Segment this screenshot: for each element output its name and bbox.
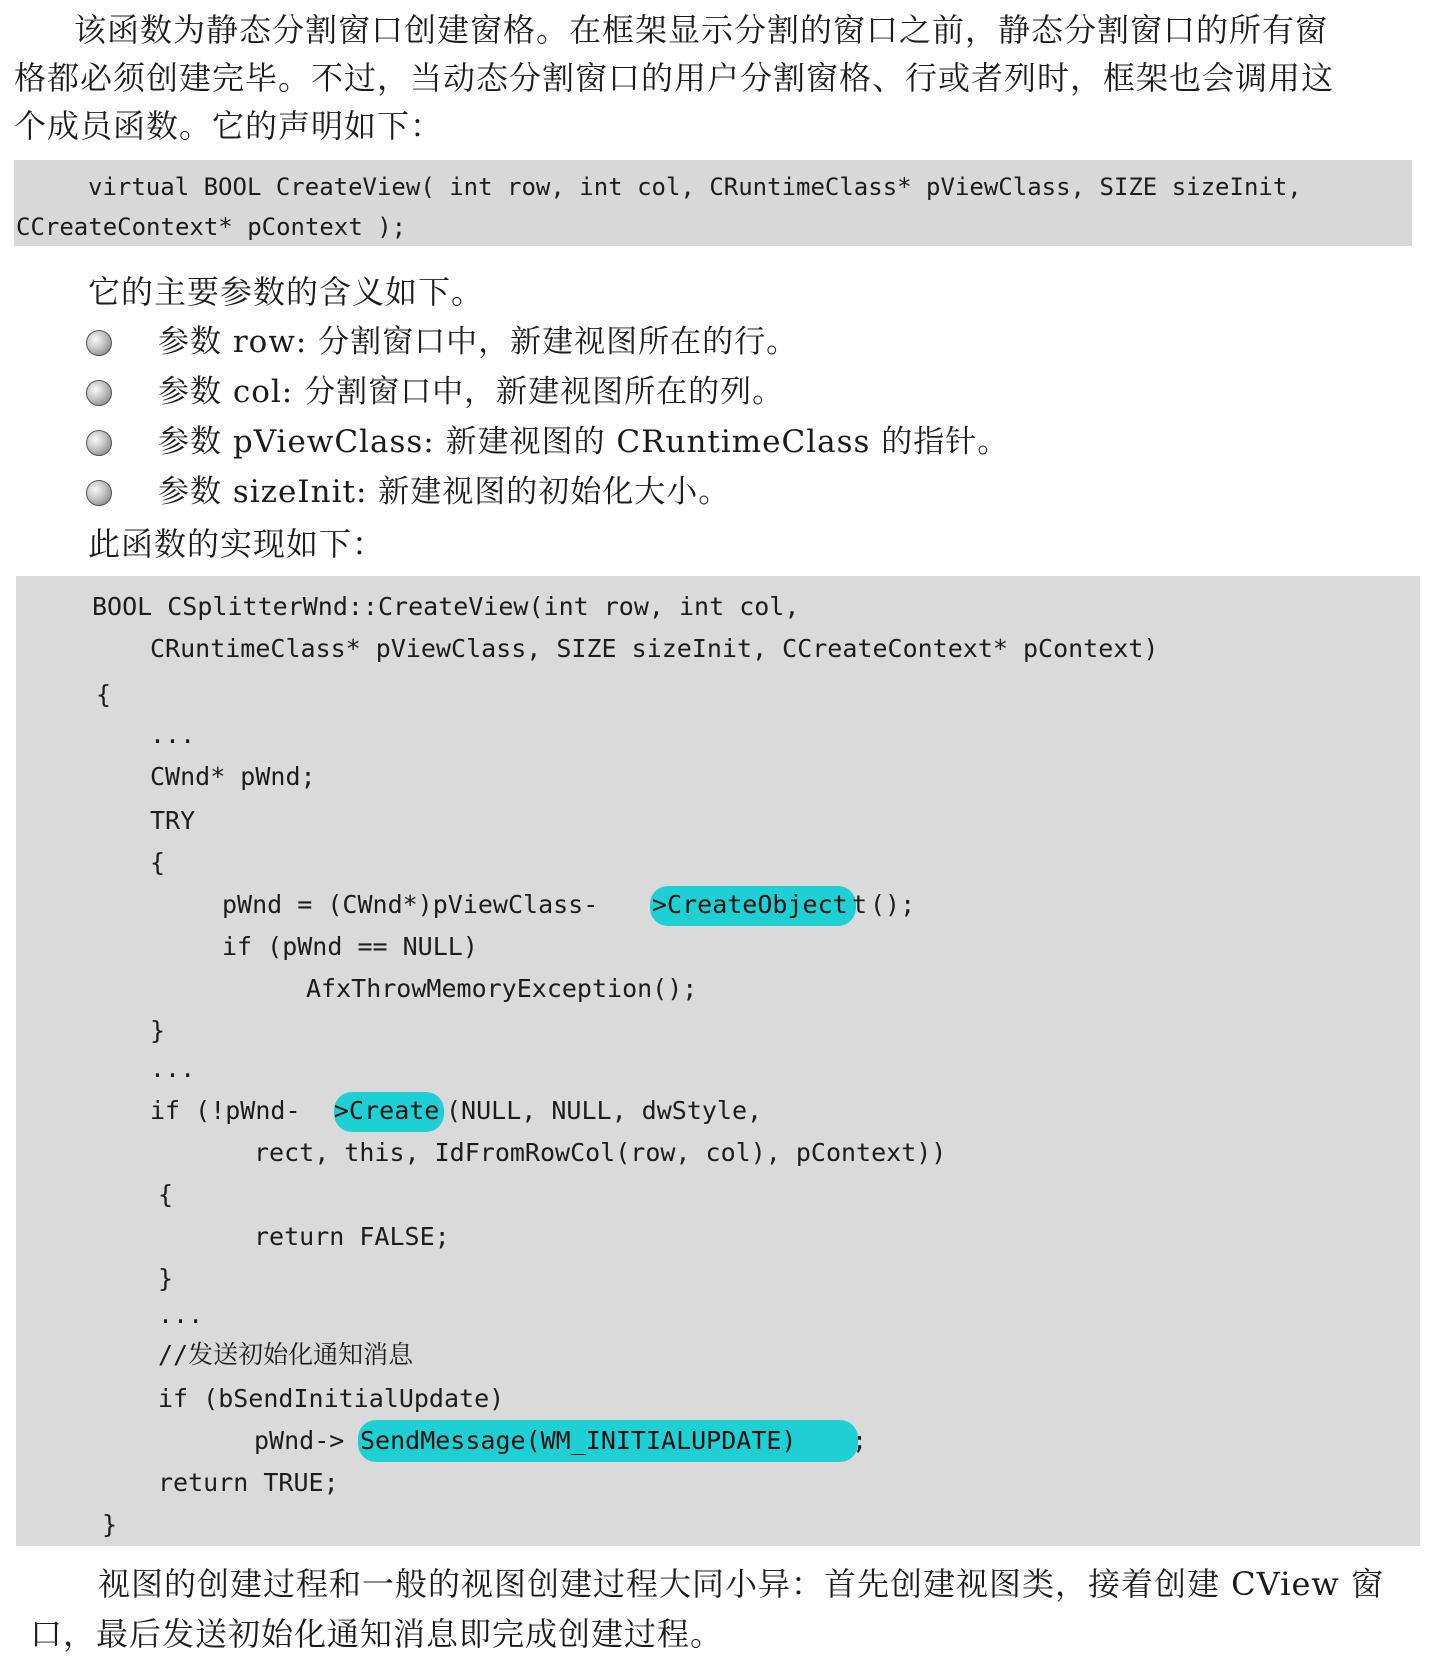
code-line-15: { <box>158 1180 174 1209</box>
outro-line-2: 口，最后发送初始化通知消息即完成创建过程。 <box>30 1615 724 1653</box>
code-line-12: ... <box>150 1054 196 1083</box>
bullet-icon <box>86 480 112 506</box>
code-line-20: if (bSendInitialUpdate) <box>158 1384 505 1413</box>
code-line-1: BOOL CSplitterWnd::CreateView(int row, int col, <box>92 592 800 621</box>
code-line-4: ... <box>150 720 196 749</box>
code-line-8d: t <box>852 890 868 919</box>
code-line-2: CRuntimeClass* pViewClass, SIZE sizeInit, CCreateContext* pContext) <box>150 634 1159 663</box>
code-line-5: CWnd* pWnd; <box>150 762 316 791</box>
intro-line-1: 该函数为静态分割窗口创建窗格。在框架显示分割的窗口之前，静态分割窗口的所有窗 <box>74 11 1329 49</box>
code-line-6: TRY <box>150 806 196 835</box>
code-line-21a: pWnd-> <box>254 1426 345 1455</box>
impl-intro: 此函数的实现如下： <box>88 525 386 563</box>
declaration-line-2: CCreateContext* pContext ); <box>16 213 407 241</box>
param-pviewclass: 参数 pViewClass: 新建视图的 CRuntimeClass 的指针。 <box>158 424 1010 460</box>
code-line-16: return FALSE; <box>254 1222 450 1251</box>
param-sizeinit: 参数 sizeInit: 新建视图的初始化大小。 <box>158 474 731 510</box>
code-line-14: rect, this, IdFromRowCol(row, col), pContext)) <box>254 1138 947 1167</box>
intro-line-2: 格都必须创建完毕。不过，当动态分割窗口的用户分割窗格、行或者列时，框架也会调用这 <box>14 59 1335 97</box>
code-line-10: AfxThrowMemoryException(); <box>306 974 698 1003</box>
bullet-icon <box>86 430 112 456</box>
code-line-13a: if (!pWnd- <box>150 1096 301 1125</box>
bullet-icon <box>86 380 112 406</box>
intro-line-3: 个成员函数。它的声明如下： <box>14 107 444 145</box>
code-line-19: //发送初始化通知消息 <box>158 1340 414 1369</box>
code-line-21c: ; <box>852 1426 868 1455</box>
code-line-8a: pWnd = (CWnd*)pViewClass- <box>222 890 599 919</box>
code-line-22: return TRUE; <box>158 1468 339 1497</box>
code-line-13c: (NULL, NULL, dwStyle, <box>446 1096 763 1125</box>
code-line-23: } <box>102 1510 118 1539</box>
code-line-21b: SendMessage(WM_INITIALUPDATE) <box>360 1426 797 1455</box>
code-line-8c: (); <box>870 890 916 919</box>
code-line-17: } <box>158 1264 174 1293</box>
code-line-7: { <box>150 848 166 877</box>
outro-line-1: 视图的创建过程和一般的视图创建过程大同小异：首先创建视图类，接着创建 CView 窗 <box>98 1565 1384 1603</box>
declaration-line-1: virtual BOOL CreateView( int row, int col, CRuntimeClass* pViewClass, SIZE sizeInit, <box>88 173 1302 201</box>
code-line-8b: >CreateObject <box>652 890 848 919</box>
params-intro: 它的主要参数的含义如下。 <box>88 273 485 311</box>
code-line-13b: >Create <box>334 1096 440 1125</box>
param-row: 参数 row: 分割窗口中，新建视图所在的行。 <box>158 324 799 360</box>
code-line-11: } <box>150 1016 166 1045</box>
code-line-9: if (pWnd == NULL) <box>222 932 478 961</box>
bullet-icon <box>86 330 112 356</box>
code-line-18: ... <box>158 1300 204 1329</box>
code-line-3: { <box>96 680 112 709</box>
param-col: 参数 col: 分割窗口中，新建视图所在的列。 <box>158 374 785 410</box>
